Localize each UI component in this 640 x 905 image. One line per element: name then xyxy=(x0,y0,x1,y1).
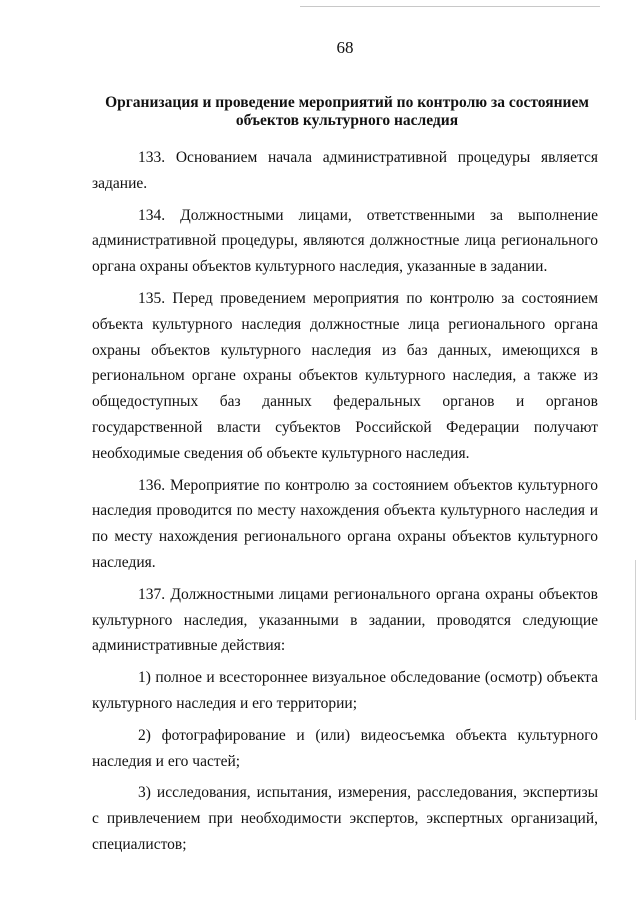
list-item-1: 1) полное и всестороннее визуальное обследование (осмотр) объекта культурного наследия и его территории; xyxy=(92,669,598,712)
paragraph-136: 136. Мероприятие по контролю за состоянием объектов культурного наследия проводится по месту нахождения объекта культурного наследия и по месту нахождения регионального органа охраны объектов культурного наследия. xyxy=(92,476,598,571)
paragraph-137: 137. Должностными лицами регионального органа охраны объектов культурного наследия, указанными в задании, проводятся следующие административные действия: xyxy=(92,585,598,655)
scan-edge-line-right xyxy=(635,560,636,720)
paragraph-134: 134. Должностными лицами, ответственными за выполнение административной процедуры, являются должностные лица регионального органа охраны объектов культурного наследия, указанные в задании. xyxy=(92,206,598,276)
paragraph-135: 135. Перед проведением мероприятия по контролю за состоянием объекта культурного наследия должностные лица регионального органа охраны объектов культурного наследия из баз данных, имеющихся в региональном органе охраны объектов культурного наследия, а также из общедоступных баз данных федеральных органов и органов государственной власти субъектов Российской Федерации получают необходимые сведения об объекте культурного наследия. xyxy=(92,289,598,462)
scan-edge-line-top xyxy=(300,6,600,7)
document-body xyxy=(92,145,598,858)
list-item-2: 2) фотографирование и (или) видеосъемка объекта культурного наследия и его частей; xyxy=(92,726,598,770)
page-number: 68 xyxy=(336,38,354,57)
paragraph-133: 133. Основанием начала административной процедуры является задание. xyxy=(92,149,598,192)
list-item-3: 3) исследования, испытания, измерения, расследования, экспертизы с привлечением при необходимости экспертов, экспертных организаций, специалистов; xyxy=(92,784,598,853)
section-heading: Организация и проведение мероприятий по контролю за состоянием объектов культурного наследия xyxy=(105,94,589,129)
